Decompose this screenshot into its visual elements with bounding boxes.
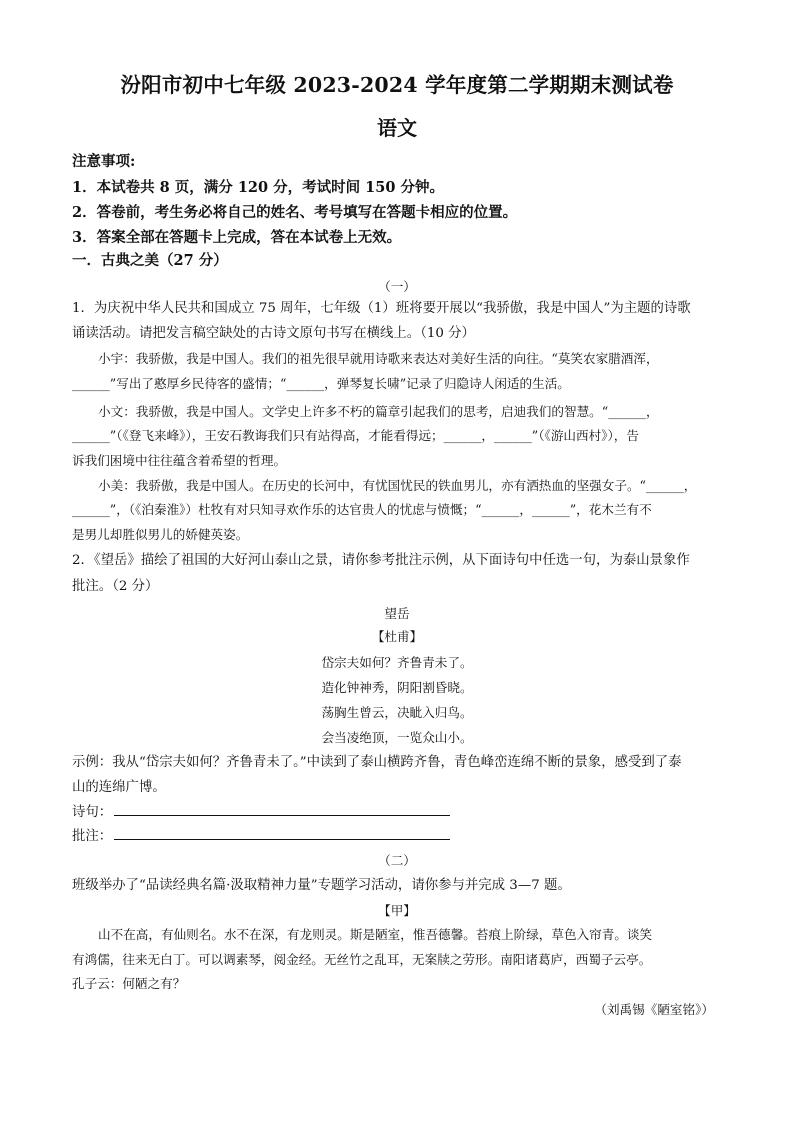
note-fill-line[interactable]	[114, 839, 450, 840]
poem-title: 望岳	[384, 606, 410, 621]
question-text: 诵读活动。请把发言稿空缺处的古诗文原句书写在横线上。（10 分）	[72, 326, 475, 341]
section-heading: 一．古典之美（27 分）	[72, 252, 228, 269]
passage-line: ______”写出了憨厚乡民待客的盛情；“______，弹琴复长啸”记录了归隐诗人闲适的生活。	[72, 376, 570, 391]
poem-fill-label: 诗句：	[72, 805, 113, 820]
part-marker: （二）	[378, 853, 416, 868]
poem-fill-line[interactable]	[114, 815, 450, 816]
part-marker: （一）	[378, 279, 416, 294]
subject-title: 语文	[377, 116, 417, 140]
text-marker: 【甲】	[378, 903, 416, 918]
note-item: 1．本试卷共 8 页，满分 120 分，考试时间 150 分钟。	[72, 179, 444, 196]
passage-line: ______”（《登飞来峰》），王安石教诲我们只有站得高，才能看得远；______，______”（《游山西村》），告	[72, 428, 639, 443]
passage-line: 诉我们困境中往往蕴含着希望的哲理。	[72, 453, 287, 468]
passage-line: 是男儿却胜似男儿的娇健英姿。	[72, 527, 249, 542]
part-intro: 班级举办了“品读经典名篇·汲取精神力量”专题学习活动，请你参与并完成 3—7 题。	[72, 878, 571, 893]
note-item: 2．答卷前，考生务必将自己的姓名、考号填写在答题卡相应的位置。	[72, 204, 518, 221]
classical-text-line: 有鸿儒，往来无白丁。可以调素琴，阅金经。无丝竹之乱耳，无案牍之劳形。南阳诸葛庐，西蜀子云亭。	[72, 952, 652, 967]
text-source: （刘禹锡《陋室铭》）	[594, 1002, 714, 1017]
passage-line: 小文：我骄傲，我是中国人。文学史上许多不朽的篇章引起我们的思考，启迪我们的智慧。“______，	[98, 404, 659, 419]
question-text: 批注。（2 分）	[72, 579, 159, 594]
classical-text-line: 山不在高，有仙则名。水不在深，有龙则灵。斯是陋室，惟吾德馨。苔痕上阶绿，草色入帘青。谈笑	[98, 927, 653, 942]
note-fill-label: 批注：	[72, 829, 113, 844]
poem-author: 【杜甫】	[371, 629, 423, 644]
notes-heading: 注意事项:	[72, 153, 136, 170]
poem-line: 岱宗夫如何？齐鲁青未了。	[321, 655, 473, 670]
poem-line: 会当凌绝顶，一览众山小。	[321, 730, 473, 745]
passage-line: 小美：我骄傲，我是中国人。在历史的长河中，有忧国忧民的铁血男儿，亦有洒热血的坚强女子。“______，	[98, 478, 697, 493]
passage-line: 小宇：我骄傲，我是中国人。我们的祖先很早就用诗歌来表达对美好生活的向往。“莫笑农家腊酒浑，	[98, 351, 659, 366]
exam-title: 汾阳市初中七年级 2023-2024 学年度第二学期期末测试卷	[120, 73, 674, 97]
passage-line: ______”，（《泊秦淮》）杜牧有对只知寻欢作乐的达官贵人的忧虑与愤慨；“______，______”，花木兰有不	[72, 502, 652, 517]
poem-line: 荡胸生曾云，决眦入归鸟。	[321, 705, 473, 720]
question-text: 2．《望岳》描绘了祖国的大好河山泰山之景，请你参考批注示例，从下面诗句中任选一句，为泰山景象作	[72, 553, 690, 568]
example-text: 示例：我从“岱宗夫如何？齐鲁青未了。”中读到了泰山横跨齐鲁，青色峰峦连绵不断的景象，感受到了泰	[72, 755, 682, 770]
note-item: 3．答案全部在答题卡上完成，答在本试卷上无效。	[72, 229, 402, 246]
classical-text-line: 孔子云：何陋之有？	[72, 976, 186, 991]
poem-line: 造化钟神秀，阴阳割昏晓。	[321, 680, 473, 695]
example-text: 山的连绵广博。	[72, 780, 166, 795]
question-text: 1．为庆祝中华人民共和国成立 75 周年，七年级（1）班将要开展以“我骄傲，我是中国人”为主题的诗歌	[72, 301, 691, 316]
